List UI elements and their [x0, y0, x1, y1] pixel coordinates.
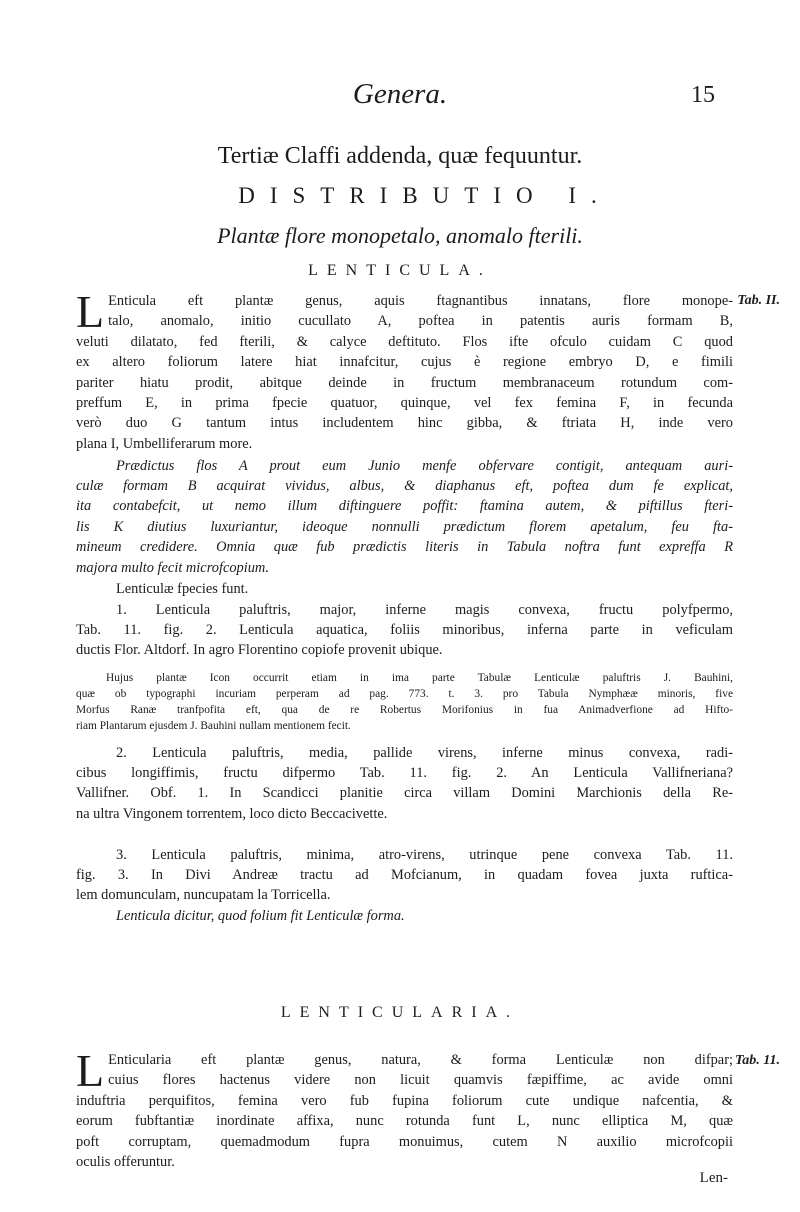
text-line: lis K diutius luxuriantur, ideoque nonnulli prædictum florem apetalum, feu fta- — [76, 518, 733, 535]
genus-title-lenticularia: LENTICULARIA. — [280, 1004, 520, 1021]
text-line: Hujus plantæ Icon occurrit etiam in ima parte Tabulæ Lenticulæ paluftris J. Bauhini, — [106, 672, 733, 684]
text-line: poft corruptam, quemadmodum fupra monuimus, cutem N auxilio microfcopii — [76, 1133, 733, 1150]
species-2-cont — [76, 763, 733, 824]
text-line: Lenticulæ fpecies funt. — [116, 581, 249, 597]
footnote-note — [76, 670, 733, 686]
species-intro — [76, 579, 733, 599]
text-line: Enticula eft plantæ genus, aquis ftagnantibus innatans, flore monope- — [108, 293, 733, 309]
text-line: eorum fubftantiæ inordinate affixa, nunc rotunda funt L, nunc elliptica M, quæ — [76, 1113, 733, 1130]
etymology-lenticula — [76, 906, 733, 926]
text-line: 3. Lenticula paluftris, minima, atro-virens, utrinque pene convexa Tab. 11. — [116, 847, 733, 863]
text-line: cuius flores hactenus videre non licuit quamvis fæpiffime, ac avide omni — [108, 1072, 733, 1089]
catchword: Len- — [699, 1170, 728, 1186]
text-line: ex altero foliorum latere hiat innafcitur, cujus è regione embryo D, e fimili — [76, 354, 733, 371]
class-heading: Tertiæ Claffi addenda, quæ fequuntur. — [217, 143, 583, 169]
species-3 — [76, 845, 733, 865]
text-line: pariter hiatu prodit, abitque deinde in fructum membranaceum rotundum com- — [76, 374, 733, 391]
drop-cap: L — [76, 286, 105, 337]
text-line: ductis Flor. Altdorf. In agro Florentino copiofe provenit ubique. — [76, 642, 443, 659]
text-line: lem domunculam, nuncupatam la Torricella. — [76, 887, 331, 904]
text-line: culæ formam B acquirat vividus, albus, & diaphanus eft, poftea dum fe explicat, — [76, 478, 733, 494]
species-1 — [76, 600, 733, 620]
text-line: veluti dilatato, fed fterili, & calyce deftituto. Flos ifte ofculo cuidam C quod — [76, 333, 733, 350]
margin-tab-lenticularia: Tab. 11. — [735, 1053, 780, 1068]
text-line: plana I, Umbelliferarum more. — [76, 435, 253, 452]
plantae-heading: Plantæ flore monopetalo, anomalo fterili. — [217, 223, 583, 248]
text-line: induftria perquifitos, femina vero fub fupina foliorum cute undique nafcentia, & — [76, 1092, 733, 1109]
species-3-cont — [76, 865, 733, 906]
text-line: Lenticula dicitur, quod folium fit Lenticulæ forma. — [116, 908, 405, 924]
lenticula-observation-cont — [76, 476, 733, 578]
drop-cap: L — [76, 1045, 105, 1096]
text-line: fig. 3. In Divi Andreæ tractu ad Mofcianum, in quadam fovea juxta ruftica- — [76, 867, 733, 883]
genus-title-lenticula: LENTICULA. — [308, 262, 492, 279]
text-line: riam Plantarum ejusdem J. Bauhini nullam mentionem fecit. — [76, 720, 351, 732]
running-title: Genera. — [352, 78, 448, 110]
text-line: 1. Lenticula paluftris, major, inferne magis convexa, fructu polyfpermo, — [116, 602, 733, 618]
margin-tab-lenticula: Tab. II. — [737, 293, 780, 308]
text-line: talo, anomalo, initio cucullato A, poftea in patentis auris formam B, — [108, 313, 733, 330]
text-line: ita contabefcit, ut nemo illum diftinguere poffit: ftamina autem, & piftillus fteri- — [76, 498, 733, 515]
lenticula-description — [76, 286, 733, 454]
text-line: na ultra Vingonem torrentem, loco dicto Beccacivette. — [76, 805, 388, 822]
distributio-heading: DISTRIBUTIO I. — [238, 183, 612, 208]
text-line: oculis offeruntur. — [76, 1154, 175, 1171]
text-line: Prædictus flos A prout eum Junio menfe obfervare contigit, antequam auri- — [116, 458, 733, 474]
text-line: cibus longiffimis, fructu difpermo Tab. 11. fig. 2. An Lenticula Vallifneriana? — [76, 765, 733, 781]
text-line: majora multo fecit microfcopium. — [76, 559, 269, 576]
footnote-note-cont — [76, 686, 733, 734]
page-number: 15 — [691, 82, 715, 108]
text-line: Vallifner. Obf. 1. In Scandicci planitie circa villam Domini Marchionis della Re- — [76, 785, 733, 802]
species-1-cont — [76, 620, 733, 661]
text-line: quæ ob typographi incuriam perperam ad pag. 773. t. 3. pro Tabula Nymphææ minoris, five — [76, 688, 733, 700]
species-2 — [76, 743, 733, 763]
lenticularia-description — [76, 1045, 733, 1172]
text-line: mineum credidere. Omnia quæ fub prædictis literis in Tabula noftra funt expreffa R — [76, 539, 733, 556]
text-line: Enticularia eft plantæ genus, natura, & forma Lenticulæ non difpar; — [108, 1052, 733, 1068]
text-line: Morfus Ranæ tranfpofita eft, qua de re Robertus Morifonius in fua Animadverfione ad Hifto- — [76, 704, 733, 716]
text-line: verò duo G tantum intus includentem hinc gibba, & ftriata H, inde vero — [76, 415, 733, 432]
text-line: 2. Lenticula paluftris, media, pallide virens, inferne minus convexa, radi- — [116, 745, 733, 761]
lenticula-observation — [76, 456, 733, 476]
text-line: preffum E, in prima fpecie quatuor, quinque, vel fex femina F, in fecunda — [76, 395, 733, 412]
text-line: Tab. 11. fig. 2. Lenticula aquatica, foliis minoribus, inferna parte in veficulam — [76, 622, 733, 638]
